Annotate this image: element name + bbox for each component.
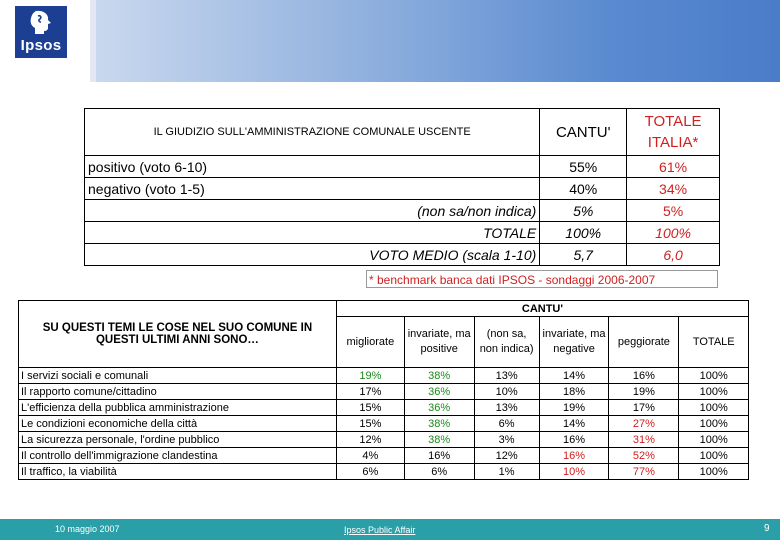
cell-value: 10%: [474, 384, 539, 400]
cell-value: 16%: [539, 448, 609, 464]
page-number: 9: [764, 523, 770, 534]
table-row: [85, 156, 720, 178]
cell-value: 17%: [609, 400, 679, 416]
cell-italia: 5%: [627, 200, 720, 222]
cell-value: 15%: [336, 400, 404, 416]
cell-value: 4%: [336, 448, 404, 464]
table-row: [85, 222, 720, 244]
col-header-cantu: CANTU': [540, 109, 627, 156]
row-label: I servizi sociali e comunali: [19, 368, 337, 384]
row-label: negativo (voto 1-5): [85, 178, 540, 200]
cell-value: 3%: [474, 432, 539, 448]
cell-value: 100%: [679, 432, 749, 448]
cell-value: 12%: [336, 432, 404, 448]
cell-value: 19%: [336, 368, 404, 384]
cell-value: 31%: [609, 432, 679, 448]
table-row: [19, 432, 749, 448]
cell-cantu: 40%: [540, 178, 627, 200]
row-label: VOTO MEDIO (scala 1-10): [85, 244, 540, 266]
row-label: Il traffico, la viabilità: [19, 464, 337, 480]
cell-value: 10%: [539, 464, 609, 480]
cell-value: 13%: [474, 368, 539, 384]
col-header-italia-line2: ITALIA*: [647, 134, 699, 151]
cell-cantu: 100%: [540, 222, 627, 244]
cell-italia: 6,0: [627, 244, 720, 266]
cell-value: 100%: [679, 416, 749, 432]
cell-value: 17%: [336, 384, 404, 400]
cell-cantu: 5%: [540, 200, 627, 222]
cell-value: 13%: [474, 400, 539, 416]
cell-value: 14%: [539, 368, 609, 384]
table-row: [19, 464, 749, 480]
cell-value: 19%: [539, 400, 609, 416]
topics-header-row: [19, 301, 749, 317]
benchmark-note: * benchmark banca dati IPSOS - sondaggi 2006-2007: [366, 270, 718, 288]
cell-value: 38%: [404, 368, 474, 384]
cell-value: 100%: [679, 368, 749, 384]
column-header: (non sa, non indica): [474, 317, 539, 368]
cell-value: 18%: [539, 384, 609, 400]
group-header-cantu: CANTU': [336, 301, 748, 317]
ipsos-logo: [15, 6, 67, 58]
row-label: Il controllo dell'immigrazione clandestina: [19, 448, 337, 464]
row-label: (non sa/non indica): [85, 200, 540, 222]
row-label: L'efficienza della pubblica amministrazione: [19, 400, 337, 416]
cell-value: 19%: [609, 384, 679, 400]
row-label: Il rapporto comune/cittadino: [19, 384, 337, 400]
cell-value: 38%: [404, 416, 474, 432]
cell-value: 16%: [609, 368, 679, 384]
column-header: migliorate: [336, 317, 404, 368]
cell-value: 100%: [679, 464, 749, 480]
cell-value: 77%: [609, 464, 679, 480]
cell-value: 36%: [404, 384, 474, 400]
cell-value: 6%: [404, 464, 474, 480]
cell-value: 52%: [609, 448, 679, 464]
table-row: [19, 384, 749, 400]
row-label: positivo (voto 6-10): [85, 156, 540, 178]
header-band: [96, 0, 780, 82]
judgement-table-title: IL GIUDIZIO SULL'AMMINISTRAZIONE COMUNALE USCENTE: [85, 109, 540, 156]
topics-table: [18, 300, 749, 480]
cell-value: 38%: [404, 432, 474, 448]
column-header: TOTALE: [679, 317, 749, 368]
row-label: Le condizioni economiche della città: [19, 416, 337, 432]
cell-value: 100%: [679, 384, 749, 400]
judgement-table: [84, 108, 720, 266]
footer-bar: [0, 519, 780, 540]
footer-date: 10 maggio 2007: [55, 524, 120, 534]
cell-value: 16%: [404, 448, 474, 464]
cell-value: 14%: [539, 416, 609, 432]
ipsos-head-icon: [27, 10, 53, 34]
cell-value: 6%: [336, 464, 404, 480]
cell-value: 12%: [474, 448, 539, 464]
cell-value: 1%: [474, 464, 539, 480]
table-row: [85, 200, 720, 222]
table-row: [19, 400, 749, 416]
judgement-table-header: [85, 109, 720, 156]
cell-value: 15%: [336, 416, 404, 432]
table-row: [19, 448, 749, 464]
col-header-italia: [627, 109, 720, 156]
cell-value: 100%: [679, 448, 749, 464]
cell-italia: 34%: [627, 178, 720, 200]
table-row: [85, 244, 720, 266]
footer-link[interactable]: Ipsos Public Affair: [344, 525, 416, 535]
table-row: [19, 416, 749, 432]
cell-value: 16%: [539, 432, 609, 448]
table-row: [85, 178, 720, 200]
table-row: [19, 368, 749, 384]
cell-value: 6%: [474, 416, 539, 432]
column-header: invariate, ma negative: [539, 317, 609, 368]
cell-cantu: 55%: [540, 156, 627, 178]
cell-value: 100%: [679, 400, 749, 416]
cell-cantu: 5,7: [540, 244, 627, 266]
column-header: peggiorate: [609, 317, 679, 368]
cell-italia: 61%: [627, 156, 720, 178]
row-label: La sicurezza personale, l'ordine pubblico: [19, 432, 337, 448]
logo-text: Ipsos: [20, 37, 62, 54]
question-cell: SU QUESTI TEMI LE COSE NEL SUO COMUNE IN QUESTI ULTIMI ANNI SONO…: [19, 301, 337, 368]
cell-italia: 100%: [627, 222, 720, 244]
cell-value: 36%: [404, 400, 474, 416]
header-logo-area: [0, 0, 90, 82]
row-label: TOTALE: [85, 222, 540, 244]
col-header-italia-line1: TOTALE: [644, 113, 702, 130]
column-header: invariate, ma positive: [404, 317, 474, 368]
cell-value: 27%: [609, 416, 679, 432]
